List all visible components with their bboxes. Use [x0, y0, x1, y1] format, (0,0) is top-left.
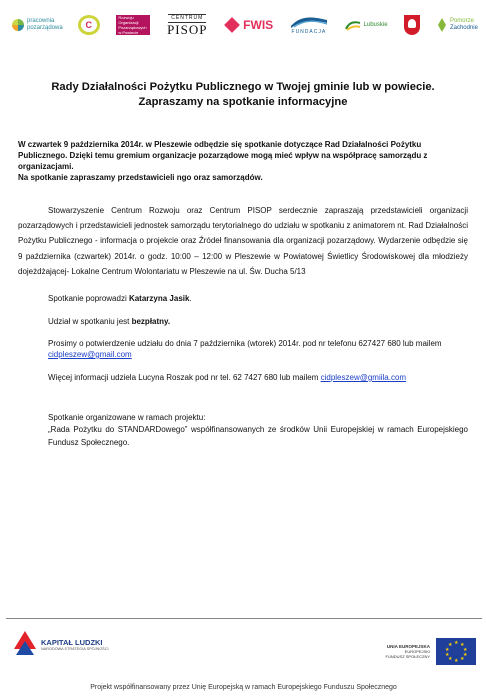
- eu-text: [386, 644, 430, 659]
- lubuskie-logo: [345, 19, 388, 31]
- project-line-2: „Rada Pożytku do STANDARDowego” współfinansowanych ze środków Unii Europejskiej w ramach Europejskiego Fundusz Społecznego.: [48, 425, 468, 448]
- eu-text-2: EUROPEJSKI: [404, 649, 430, 654]
- footer-note: Projekt współfinansowany przez Unię Europejską w ramach Europejskiego Funduszu Społecznego: [90, 684, 397, 691]
- title-line-2: Zapraszamy na spotkanie informacyjne: [138, 96, 348, 108]
- pomorze-text: [450, 18, 478, 32]
- project-block: [48, 412, 468, 449]
- pracownia-logo-text: pracownia pozarządowa: [27, 18, 63, 31]
- moderator-prefix: Spotkanie poprowadzi: [48, 294, 129, 304]
- eu-text-3: FUNDUSZ SPOŁECZNY: [385, 654, 430, 659]
- footer-logos: [14, 631, 476, 671]
- footer-divider: [6, 618, 482, 619]
- info-line: [48, 372, 468, 383]
- moderator-suffix: .: [189, 294, 192, 304]
- partner-logos: [12, 8, 478, 42]
- pracownia-icon: [12, 19, 24, 31]
- title-line-1: Rady Działalności Pożytku Publicznego w Twojej gminie lub w powiecie.: [51, 81, 435, 93]
- pracownia-pozarzadowa-logo: [12, 18, 61, 32]
- kapital-ludzki-title: KAPITAŁ LUDZKI: [41, 637, 103, 647]
- pomorze-icon: [437, 17, 447, 33]
- eagle-shield-icon: [404, 15, 420, 35]
- free-value: bezpłatny.: [131, 317, 171, 327]
- pomorze-zachodnie-logo: [437, 17, 478, 33]
- kapital-ludzki-icon: [14, 631, 36, 657]
- fundacja-logo: [290, 14, 328, 36]
- eu-logo: [386, 638, 476, 665]
- fundacja-text: FUNDACJA: [291, 29, 327, 35]
- c-logo: [78, 15, 100, 35]
- ngo-logo: Centrum Rozwoju Organizacji Pozarządowych w Powiecie Pleszewskim: [116, 15, 150, 35]
- kapital-ludzki-subtitle: NARODOWA STRATEGIA SPÓJNOŚCI: [41, 646, 109, 651]
- fwis-text: FWIS: [243, 18, 274, 32]
- body-paragraph: Stowarzyszenie Centrum Rozwoju oraz Centrum PISOP serdecznie zapraszają przedstawicieli organizacji pozarządowych i przedstawicieli jednostek samorządu terytorialnego do udziału w spotkaniu z animatorem nt. Rad Działalności Pożytku Publicznego - informacja o projekcie oraz Źródeł finansowania dla organizacji pozarządowy. Wydarzenie odbędzie się 9 października (czwartek) 2014r. o godz. 10:00 – 12:00 w Pleszewie w Powiatowej Świetlicy Środowiskowej dla młodzieży dojeżdżającej- Lokalne Centrum Wolontariatu w Pleszewie na ul. Św. Ducha 5/13: [18, 206, 468, 276]
- confirm-line: [48, 338, 468, 360]
- eu-flag-icon: ★ ★ ★ ★ ★ ★ ★ ★ ★ ★: [436, 638, 476, 665]
- document-content: [18, 80, 468, 449]
- pisop-big-text: PISOP: [167, 21, 208, 37]
- pomorze-text-1: Pomorze: [449, 18, 474, 24]
- free-entry-line: [48, 316, 468, 327]
- fwis-icon: [224, 17, 240, 33]
- eu-text-1: UNIA EUROPEJSKA: [386, 644, 430, 649]
- lead-paragraph: [18, 139, 468, 183]
- kapital-ludzki-logo: [14, 631, 109, 657]
- confirm-text: Prosimy o potwierdzenie udziału do dnia 7 października (wtorek) 2014r. pod nr telefonu 627427 680 lub mailem: [48, 339, 442, 349]
- confirm-email-link[interactable]: cidpleszew@gmail.com: [48, 350, 132, 360]
- lead-line-1: W czwartek 9 października 2014r. w Pleszewie odbędzie się spotkanie dotyczące Rad Działalności Pożytku Publicznego. Dzięki temu gremium organizacje pozarządowe mogą mieć wpływ na współpracę samorządu z organizacjami.: [18, 140, 428, 171]
- c-icon: C: [78, 15, 100, 35]
- pomorze-text-2: Zachodnie: [449, 25, 478, 31]
- centrum-pisop-logo: [167, 14, 207, 37]
- project-line-1: Spotkanie organizowane w ramach projektu:: [48, 413, 206, 423]
- page-title: [18, 80, 468, 110]
- wave-icon: [290, 14, 328, 28]
- fwis-logo: [224, 17, 273, 33]
- info-email-link[interactable]: cidpleszew@gmiila.com: [320, 373, 407, 383]
- coat-of-arms-logo: [404, 15, 420, 35]
- lead-line-2: Na spotkanie zapraszamy przedstawicieli ngo oraz samorządów.: [18, 173, 263, 182]
- moderator-line: [48, 293, 468, 304]
- free-prefix: Udział w spotkaniu jest: [48, 317, 132, 327]
- pisop-small-text: CENTRUM: [168, 14, 206, 23]
- lubuskie-text: Lubuskie: [363, 21, 388, 28]
- info-text: Więcej informacji udziela Lucyna Roszak pod nr tel. 62 7427 680 lub mailem: [48, 373, 321, 383]
- lubuskie-icon: [345, 19, 361, 31]
- moderator-name: Katarzyna Jasik: [128, 294, 190, 304]
